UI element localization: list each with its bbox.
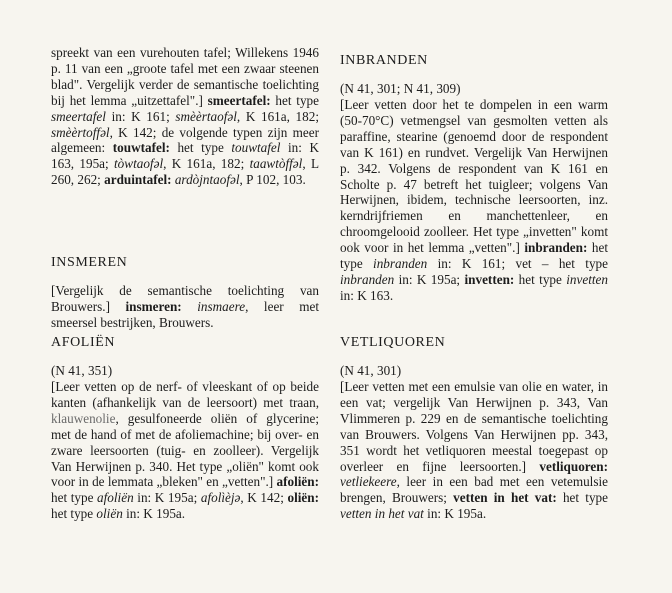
text: het type [169, 140, 232, 156]
text: [Vergelijk de semantische toelichting van Brouwers.] [51, 283, 319, 314]
variant: invetten [566, 271, 608, 287]
text: [Leer vetten op de nerf- of vleeskant of op beide kanten (afhankelijk van de leersoort) met traan, [51, 379, 319, 410]
entry-afolien [51, 379, 319, 522]
text: , K 161a, 182; [163, 156, 250, 172]
variant: smeertafel [51, 108, 106, 124]
text: in: K 195a. [423, 506, 487, 522]
heading-inbranden: INBRANDEN [340, 53, 428, 68]
text: , P 102, 103. [239, 172, 306, 188]
variant: ardòjntaofəl [174, 172, 240, 188]
variant: touwtafel [231, 140, 281, 156]
variant: vetliekeere [340, 474, 397, 490]
text: , K 142; [240, 490, 288, 506]
text: het type [556, 490, 608, 506]
term: oliën: [287, 490, 320, 506]
term: inbranden: [524, 240, 588, 256]
heading-vetliquoren: VETLIQUOREN [340, 335, 446, 350]
text: , gesulfoneerde oliën of glycerine; met de hand of met de afoliemachine; bij over- en zware leersoorten (tuig- en zoolleer). Vergelijk Van Herwijnen p. 340. Het type „oliën" komt ook voor in de lemmata „bleken" en „vetten".] [51, 410, 319, 490]
variant: vetten in het vat [340, 506, 424, 522]
text: , leer met smeersel bestrijken, Brouwers. [51, 298, 320, 330]
text: in: K 161; [105, 108, 176, 124]
text: , leer in een bad met een vetemulsie brengen, Brouwers; [340, 474, 608, 506]
term: afoliën: [276, 474, 320, 490]
continuation-text: spreekt van een vurehouten tafel; Willekens 1946 p. 11 van een „groote tafel met een zwaar steenen blad". Vergelijk verder de semantische toelichting bij het lemma „uitzettafel".] [51, 45, 319, 108]
text: in: K 195a; [133, 490, 201, 506]
variant: tòwtaofəl [114, 156, 164, 172]
heading-insmeren: INSMEREN [51, 255, 128, 270]
term: vetliquoren: [539, 458, 608, 474]
highlight: klauwenolie [51, 410, 116, 426]
variant: smèèrtaofəl [175, 108, 237, 124]
term-touwtafel: touwtafel: [112, 140, 170, 156]
term: insmeren: [125, 298, 182, 314]
variant: inbranden [373, 256, 428, 272]
variant: afolìèjə [200, 490, 241, 506]
heading-afolien: AFOLIËN [51, 335, 116, 350]
text: , K 161a, 182; [236, 108, 320, 124]
variant: smèèrtoffəl [51, 124, 110, 140]
text: in: K 195a. [122, 506, 186, 522]
entry-inbranden [340, 97, 608, 304]
text: in: K 163, 195a; [51, 140, 319, 172]
text: , K 142; de volgende typen zijn meer algemeen: [51, 124, 319, 156]
text: , L 260, 262; [51, 156, 319, 188]
term: vetten in het vat: [453, 490, 557, 506]
text: het type [340, 240, 608, 272]
text: het type [514, 271, 567, 287]
variant: taawtòffəl [249, 156, 303, 172]
text: het type [51, 506, 97, 522]
entry-insmeren [51, 283, 319, 331]
text: in: K 161; vet – het type [427, 256, 608, 272]
variant: afoliën [97, 490, 134, 506]
text: in: K 163. [340, 287, 394, 303]
ref-vetliquoren: (N 41, 301) [340, 363, 402, 378]
text: in: K 195a; [394, 271, 465, 287]
term: invetten: [464, 271, 515, 287]
ref-afolien: (N 41, 351) [51, 363, 113, 378]
variant: insmaere [197, 298, 246, 314]
entry-continuation [51, 45, 319, 188]
entry-vetliquoren [340, 379, 608, 522]
text: [Leer vetten door het te dompelen in een warm (50-70°C) vetmengsel van gesmolten vetten als paraffine, stearine (genoemd door de respondent van K 161) en rundvet. Vergelijk Van Herwijnen p. 342. Volgens de respondent van K 161 en Scholte p. 47 betreft het tuigleer; volgens Van Herwijnen, ibidem, technische leersoorten, inz. kerndrijfriemen en manchettenleer, en chroomgelooid zoolleer. Het type „invetten" komt ook voor in het lemma „vetten".] [340, 97, 608, 256]
ref-inbranden: (N 41, 301; N 41, 309) [340, 81, 461, 96]
text: het type [51, 490, 98, 506]
text: [Leer vetten met een emulsie van olie en water, in een vat; vergelijk Van Herwijnen p. 343, Van Vlimmeren p. 229 en de semantische toelichting van Brouwers. Volgens Van Herwijnen pp. 343, 351 wordt het vetliquoren meestal toegepast op overleer en fijne leersoorten.] [340, 379, 608, 474]
term-smeertafel: smeertafel: [207, 92, 271, 108]
variant: inbranden [340, 271, 395, 287]
term-arduintafel: arduintafel: [104, 172, 172, 188]
text: het type [270, 92, 320, 108]
variant: oliën [96, 506, 123, 522]
